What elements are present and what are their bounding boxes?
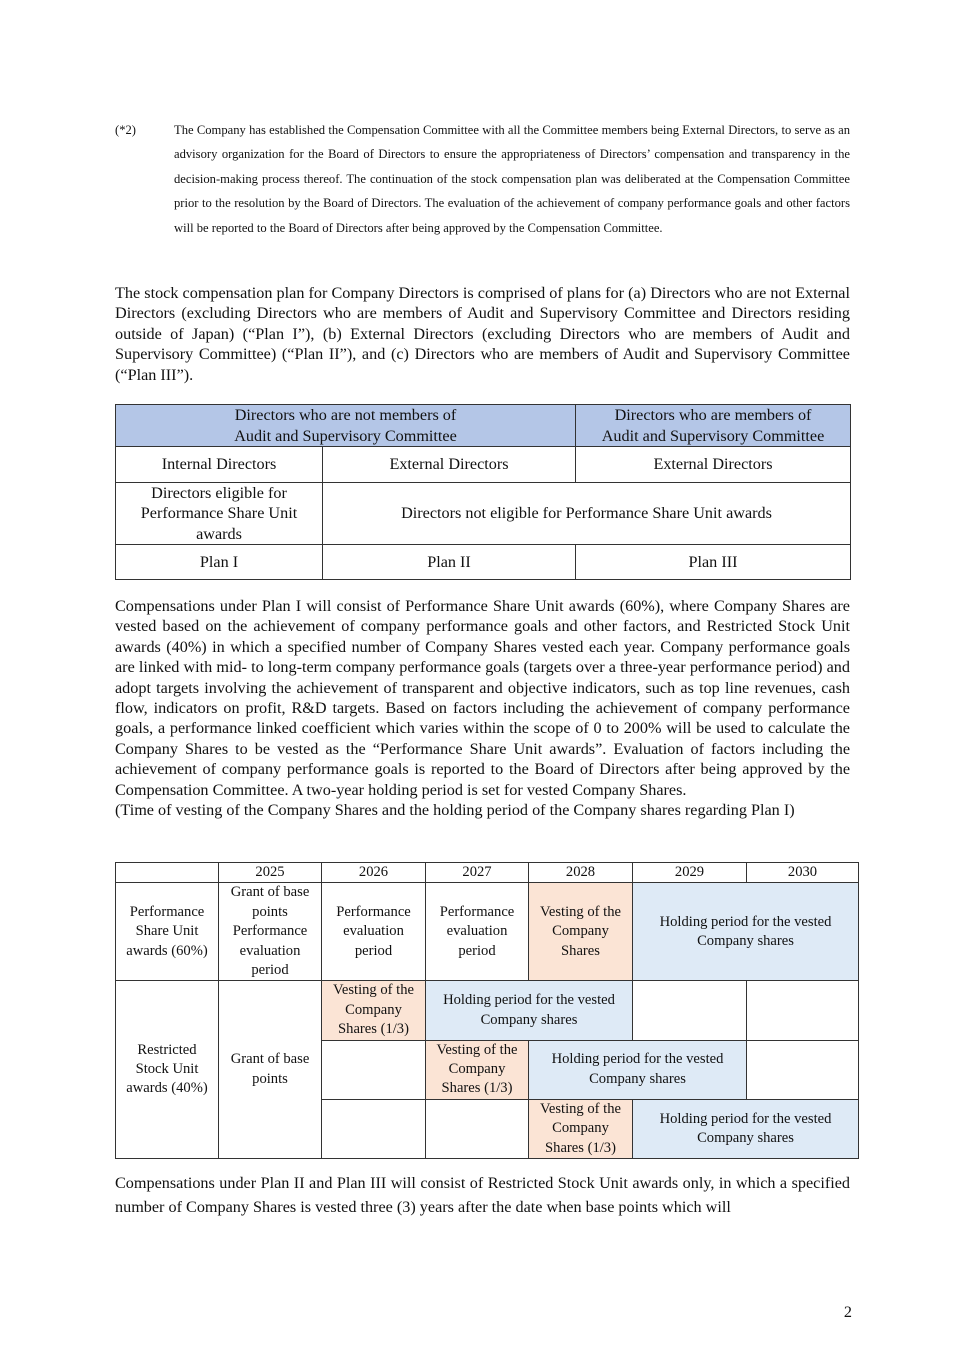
cell-external-directors-audit: External Directors bbox=[576, 447, 851, 483]
cell-plan-3: Plan III bbox=[576, 545, 851, 580]
psu-label: Performance Share Unit awards (60%) bbox=[116, 883, 219, 981]
empty-cell bbox=[747, 981, 859, 1040]
rsu-vesting-2026: Vesting of the Company Shares (1/3) bbox=[322, 981, 426, 1040]
rsu-holding-2028-2029: Holding period for the vested Company shares bbox=[529, 1040, 747, 1099]
cell-plan-1: Plan I bbox=[116, 545, 323, 580]
plan-1-paragraph: Compensations under Plan I will consist of Performance Share Unit awards (60%), where Company Shares are vested based on the achievement of company performance goals and other factors, and Restricted Stock Unit awards (40%) in which a specified number of Company Shares vested each year. Company performance goals are linked with mid- to long-term company performance goals (targets over a three-year performance period) and adopt targets involving the achievement of transparent and objective indicators, such as top line revenues, cash flow, indicators on profit, R&D targets. Based on factors including the achievement of company performance goals, a performance linked coefficient which varies within the scope of 0 to 200% will be used to calculate the Company Shares to be vested as the “Performance Share Unit awards”. Evaluation of factors including the achievement of company performance goals is reported to the Board of Directors after being approved by the Compensation Committee. A two-year holding period is set for vested Company Shares. bbox=[115, 597, 850, 799]
page-number: 2 bbox=[843, 1303, 852, 1321]
rsu-holding-2029-2030: Holding period for the vested Company shares bbox=[633, 1099, 859, 1158]
footnote-marker: (*2) bbox=[115, 123, 136, 137]
plan-2-3-paragraph: Compensations under Plan II and Plan III will consist of Restricted Stock Unit awards only, in which a specified number of Company Shares is vested three (3) years after the date when base points which will bbox=[115, 1174, 850, 1216]
year-2027: 2027 bbox=[426, 863, 529, 883]
header-line: Audit and Supervisory Committee bbox=[601, 426, 825, 445]
cell-internal-directors: Internal Directors bbox=[116, 447, 323, 483]
empty-cell bbox=[426, 1099, 529, 1158]
empty-cell bbox=[322, 1099, 426, 1158]
cell-eligible-psu: Directors eligible for Performance Share Unit awards bbox=[116, 483, 323, 545]
psu-grant-2025: Grant of base points Performance evaluation period bbox=[219, 883, 322, 981]
psu-holding-2029-2030: Holding period for the vested Company shares bbox=[633, 883, 859, 981]
rsu-label: Restricted Stock Unit awards (40%) bbox=[116, 981, 219, 1159]
header-audit-members bbox=[576, 405, 851, 447]
rsu-vesting-2028: Vesting of the Company Shares (1/3) bbox=[529, 1099, 633, 1158]
cell-plan-2: Plan II bbox=[323, 545, 576, 580]
header-not-audit-members bbox=[116, 405, 576, 447]
year-2029: 2029 bbox=[633, 863, 747, 883]
header-line: Directors who are not members of bbox=[234, 406, 457, 425]
cell-external-directors: External Directors bbox=[323, 447, 576, 483]
plan-1-description bbox=[115, 596, 850, 820]
empty-cell bbox=[747, 1040, 859, 1099]
plan-table bbox=[115, 404, 851, 580]
rsu-holding-2027-2028: Holding period for the vested Company shares bbox=[426, 981, 633, 1040]
cell-not-eligible-psu: Directors not eligible for Performance Share Unit awards bbox=[323, 483, 851, 545]
empty-cell bbox=[633, 981, 747, 1040]
corner-cell bbox=[116, 863, 219, 883]
header-line: Directors who are members of bbox=[614, 406, 812, 425]
year-2025: 2025 bbox=[219, 863, 322, 883]
header-line: Audit and Supervisory Committee bbox=[234, 426, 457, 445]
year-2030: 2030 bbox=[747, 863, 859, 883]
footnote-text: The Company has established the Compensation Committee with all the Committee members being External Directors, to serve as an advisory organization for the Board of Directors to ensure the appropriateness of Directors’ compensation and transparency in the decision-making process thereof. The continuation of the stock compensation plan was deliberated at the Compensation Committee prior to the resolution by the Board of Directors. The evaluation of the achievement of company performance goals and other factors will be reported to the Board of Directors after being approved by the Compensation Committee. bbox=[174, 123, 850, 235]
footnote-2 bbox=[115, 118, 850, 240]
empty-cell bbox=[322, 1040, 426, 1099]
rsu-grant-2025: Grant of base points bbox=[219, 981, 322, 1159]
rsu-vesting-2027: Vesting of the Company Shares (1/3) bbox=[426, 1040, 529, 1099]
year-2028: 2028 bbox=[529, 863, 633, 883]
timeline-caption: (Time of vesting of the Company Shares and the holding period of the Company shares regarding Plan I) bbox=[115, 801, 795, 820]
psu-vesting-2028: Vesting of the Company Shares bbox=[529, 883, 633, 981]
psu-eval-2027: Performance evaluation period bbox=[426, 883, 529, 981]
year-2026: 2026 bbox=[322, 863, 426, 883]
plan-overview-paragraph: The stock compensation plan for Company Directors is comprised of plans for (a) Directors who are not External Directors (excluding Directors who are members of Audit and Supervisory Committee and Directors residing outside of Japan) (“Plan I”), (b) External Directors (excluding Directors who are members of Audit and Supervisory Committee) (“Plan II”), and (c) Directors who are members of Audit and Supervisory Committee (“Plan III”). bbox=[115, 284, 850, 384]
psu-eval-2026: Performance evaluation period bbox=[322, 883, 426, 981]
vesting-timeline-table bbox=[115, 862, 859, 1159]
